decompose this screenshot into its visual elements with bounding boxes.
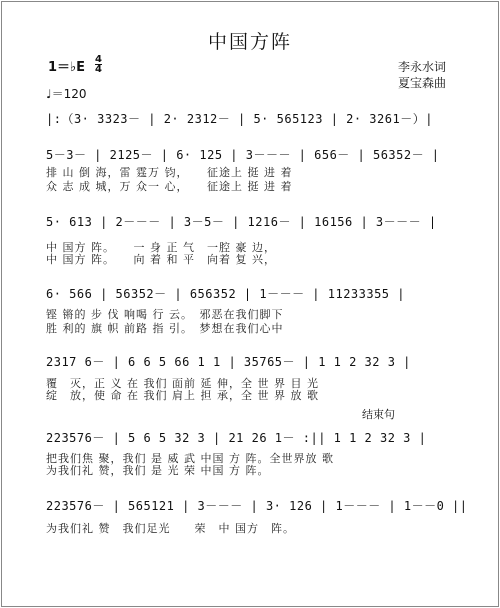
- lyric-row-3-verse-1: 铿 锵的 步 伐 响喝 行 云。 邪恶在我们脚下: [46, 308, 284, 321]
- time-signature: [95, 55, 102, 74]
- time-signature-top: 4: [95, 54, 102, 65]
- key-signature: 1＝♭E: [48, 60, 86, 75]
- ending-marker: 结束句: [362, 408, 395, 421]
- notation-row-3: 6· 566 | 56352－ | 656352 | 1－－－ | 11233355 |: [46, 287, 405, 301]
- lyric-row-2-verse-1: 中 国方 阵。 一 身 正 气 一腔 豪 边，: [46, 241, 276, 254]
- notation-row-7: 223576－ | 565121 | 3－－－ | 3· 126 | 1－－－ | 1－－0 ||: [46, 499, 468, 513]
- lyric-row-6-verse-1: 把我们焦 聚，我们 是 威 武 中国 方 阵。全世界放 歌: [46, 452, 334, 465]
- notation-row-1: 5－3－ | 2125－ | 6· 125 | 3－－－ | 656－ | 56352－ |: [46, 148, 440, 162]
- notation-row-intro: |:（3· 3323－ | 2· 2312－ | 5· 565123 | 2· 3261－）|: [46, 112, 433, 126]
- lyric-row-6-verse-2: 为我们礼 赞，我们 是 光 荣 中国 方 阵。: [46, 464, 270, 477]
- tempo-marking: ♩＝120: [46, 87, 87, 101]
- composer-credit: 夏宝森曲: [398, 76, 447, 90]
- lyric-row-1-verse-2: 众 志 成 城，万 众一 心， 征途上 挺 进 着: [46, 180, 293, 193]
- song-title: 中国方阵: [207, 31, 292, 53]
- lyric-row-4-verse-2: 绽 放，使 命 在 我们 肩上 担 承，全 世 界 放 歌: [46, 389, 319, 402]
- lyric-row-2-verse-2: 中 国方 阵。 向 着 和 平 向着 复 兴，: [46, 253, 276, 266]
- notation-row-4: 2317 6－ | 6 6 5 66 1 1 | 35765－ | 1 1 2 32 3 |: [46, 355, 411, 369]
- notation-row-6: 223576－ | 5 6 5 32 3 | 21 26 1－ :|| 1 1 2 32 3 |: [46, 431, 427, 445]
- lyric-row-1-verse-1: 排 山 倒 海，雷 霆万 钧， 征途上 挺 进 着: [46, 166, 293, 179]
- lyricist-credit: 李永水词: [398, 60, 447, 74]
- lyric-row-4-verse-1: 覆 灭，正 义 在 我们 面前 延 伸，全 世 界 目 光: [46, 377, 319, 390]
- lyric-row-7: 为我们礼 赞 我们足光 荣 中 国方 阵。: [46, 522, 295, 535]
- lyric-row-3-verse-2: 胜 利的 旗 帜 前路 指 引。 梦想在我们心中: [46, 322, 284, 335]
- notation-row-2: 5· 613 | 2－－－ | 3－5－ | 1216－ | 16156 | 3－－－ |: [46, 215, 437, 229]
- time-signature-bottom: 4: [95, 64, 102, 75]
